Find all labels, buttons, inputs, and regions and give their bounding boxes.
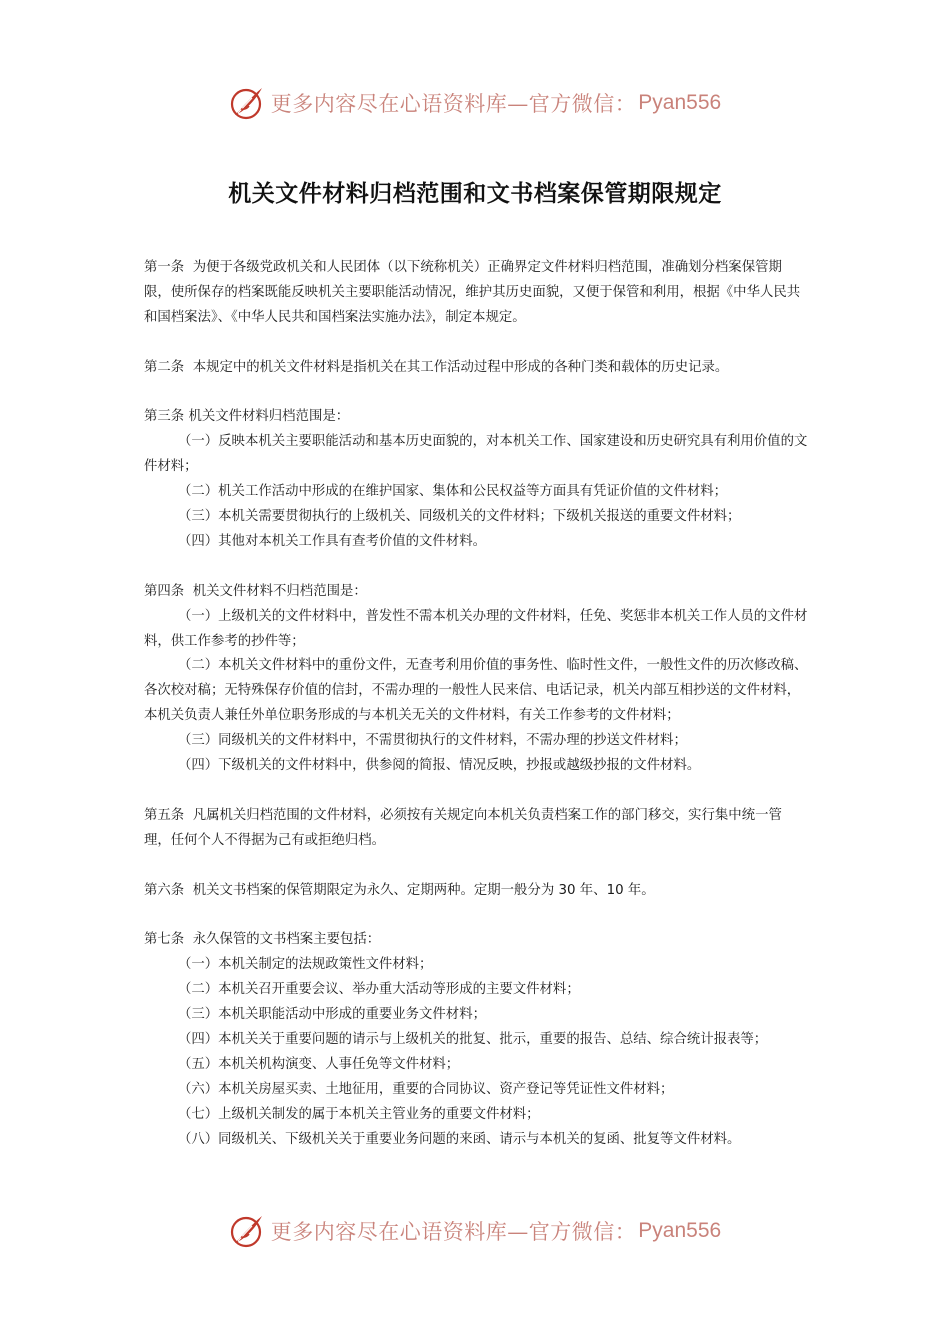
article-text [144, 405, 808, 430]
list-item: （二）本机关召开重要会议、举办重大活动等形成的主要文件材料； [178, 982, 580, 998]
article-4 [144, 580, 808, 779]
article-5 [144, 804, 808, 854]
article-heading: 第二条 [144, 359, 185, 375]
article-content: 机关文件材料不归档范围是： [192, 583, 367, 599]
watermark-text: 更多内容尽在心语资料库—官方微信： [270, 92, 637, 116]
article-1 [144, 256, 808, 331]
quill-logo-icon [229, 85, 265, 121]
article-content: 为便于各级党政机关和人民团体（以下统称机关）正确界定文件材料归档范围，准确划分档案保管期限，使所保存的档案既能反映机关主要职能活动情况，维护其历史面貌，又便于保管和利用，根据《中华人民共和国档案法》、《中华人民共和国档案法实施办法》，制定本规定。 [144, 260, 801, 325]
list-item: （三）同级机关的文件材料中，不需贯彻执行的文件材料，不需办理的抄送文件材料； [178, 733, 687, 749]
article-content: 永久保管的文书档案主要包括： [192, 932, 381, 948]
article-heading: 第五条 [144, 807, 185, 823]
article-heading: 第三条 [144, 409, 185, 425]
article-text [144, 256, 808, 331]
article-7 [144, 928, 808, 1152]
document-title: 机关文件材料归档范围和文书档案保管期限规定 [228, 181, 722, 207]
article-heading: 第四条 [144, 583, 185, 599]
watermark-wechat-id: Pyan556 [638, 1219, 722, 1242]
article-2 [144, 356, 808, 381]
article-3 [144, 405, 808, 554]
list-item: （六）本机关房屋买卖、土地征用，重要的合同协议、资产登记等凭证性文件材料； [178, 1081, 674, 1097]
article-content: 凡属机关归档范围的文件材料，必须按有关规定向本机关负责档案工作的部门移交，实行集中统一管理，任何个人不得据为己有或拒绝归档。 [144, 807, 782, 848]
watermark-banner-top [0, 83, 950, 123]
list-item: （四）本机关关于重要问题的请示与上级机关的批复、批示，重要的报告、总结、综合统计报表等； [178, 1032, 768, 1047]
article-content: 机关文书档案的保管期限定为永久、定期两种。定期一般分为 30 年、10 年。 [192, 882, 655, 898]
watermark-banner-bottom [0, 1211, 950, 1251]
list-item: （一）本机关制定的法规政策性文件材料； [178, 957, 433, 973]
watermark-text: 更多内容尽在心语资料库—官方微信： [270, 1220, 637, 1244]
list-item: （三）本机关职能活动中形成的重要业务文件材料； [178, 1007, 486, 1023]
article-6 [144, 879, 808, 904]
list-item: （五）本机关机构演变、人事任免等文件材料； [178, 1056, 460, 1072]
list-item: （一）反映本机关主要职能活动和基本历史面貌的，对本机关工作、国家建设和历史研究具有利用价值的文件材料； [144, 434, 808, 475]
article-content: 机关文件材料归档范围是： [188, 409, 350, 425]
article-heading: 第七条 [144, 932, 185, 948]
article-content: 本规定中的机关文件材料是指机关在其工作活动过程中形成的各种门类和载体的历史记录。 [192, 359, 729, 375]
list-item: （二）本机关文件材料中的重份文件，无查考利用价值的事务性、临时性文件，一般性文件的历次修改稿、各次校对稿；无特殊保存价值的信封，不需办理的一般性人民来信、电话记录，机关内部互相抄送的文件材料，本机关负责人兼任外单位职务形成的与本机关无关的文件材料，有关工作参考的文件材料； [144, 658, 808, 724]
list-item: （四）下级机关的文件材料中，供参阅的简报、情况反映，抄报或越级抄报的文件材料。 [178, 758, 701, 774]
list-item: （四）其他对本机关工作具有查考价值的文件材料。 [178, 533, 486, 549]
list-item: （二）机关工作活动中形成的在维护国家、集体和公民权益等方面具有凭证价值的文件材料； [178, 484, 728, 500]
list-item: （七）上级机关制发的属于本机关主管业务的重要文件材料； [178, 1106, 540, 1122]
article-text [144, 879, 808, 904]
list-item: （一）上级机关的文件材料中，普发性不需本机关办理的文件材料，任免、奖惩非本机关工作人员的文件材料，供工作参考的抄件等； [144, 608, 808, 649]
article-heading: 第一条 [144, 260, 185, 275]
article-text [144, 356, 808, 381]
list-item: （八）同级机关、下级机关关于重要业务问题的来函、请示与本机关的复函、批复等文件材料。 [178, 1131, 741, 1147]
quill-logo-icon [229, 1213, 265, 1249]
document-body [144, 256, 808, 1177]
article-text [144, 928, 808, 953]
list-item: （三）本机关需要贯彻执行的上级机关、同级机关的文件材料；下级机关报送的重要文件材料； [178, 509, 741, 525]
article-text [144, 580, 808, 605]
watermark-wechat-id: Pyan556 [638, 91, 722, 114]
article-heading: 第六条 [144, 882, 185, 898]
article-text [144, 804, 808, 854]
